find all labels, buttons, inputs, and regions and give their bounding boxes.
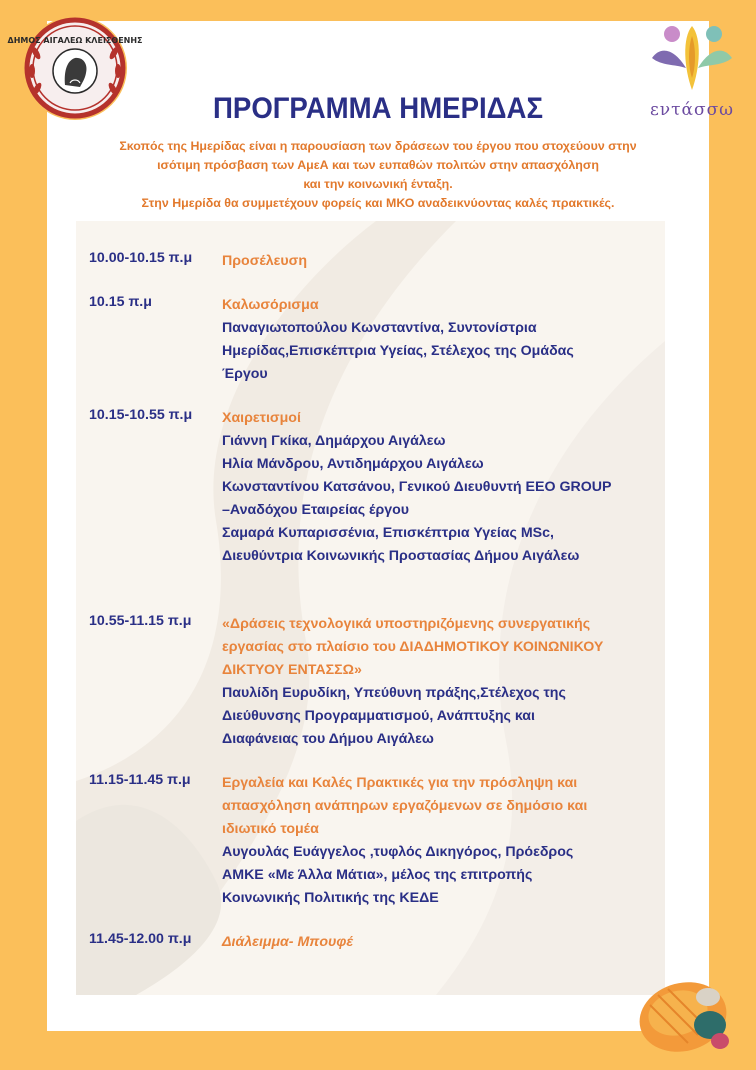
entry-title: απασχόληση ανάπηρων εργαζόμενων σε δημόσιο και [222,798,588,814]
entry-speaker-line: –Αναδόχου Εταιρείας έργου [222,502,410,518]
entry-time: 11.15-11.45 π.μ [89,772,191,788]
entry-speaker-line: Κοινωνικής Πολιτικής της ΚΕΔΕ [222,890,439,906]
intro-text [0,137,756,213]
entry-title: Διάλειμμα- Μπουφέ [222,934,354,950]
entry-time: 10.15-10.55 π.μ [89,407,193,423]
entry-time: 10.00-10.15 π.μ [89,250,193,266]
entasso-logo-text: εντάσσω [649,100,735,120]
entry-speaker-line: Αυγουλάς Ευάγγελος ,τυφλός Δικηγόρος, Πρόεδρος [222,844,574,860]
entry-title: Προσέλευση [222,253,308,269]
entry-title: Εργαλεία και Καλές Πρακτικές για την πρόσληψη και [222,775,578,791]
entry-title: ιδιωτικό τομέα [222,821,319,837]
intro-line: Σκοπός της Ημερίδας είναι η παρουσίαση των δράσεων του έργου που στοχεύουν στην [119,139,637,153]
entry-speaker-line: Σαμαρά Κυπαρισσένια, Επισκέπτρια Υγείας MSc, [222,525,554,541]
page-title: ΠΡΟΓΡΑΜΜΑ ΗΜΕΡΙΔΑΣ [212,92,544,125]
entry-title: εργασίας στο πλαίσιο του ΔΙΑΔΗΜΟΤΙΚΟΥ ΚΟΙΝΩΝΙΚΟΥ [222,639,604,655]
entry-title: «Δράσεις τεχνολογικά υποστηριζόμενης συνεργατικής [222,616,591,632]
entry-time: 11.45-12.00 π.μ [89,931,192,947]
entry-speaker-line: Ηλία Μάνδρου, Αντιδημάρχου Αιγάλεω [222,456,484,472]
entry-time: 10.55-11.15 π.μ [89,613,192,629]
seal-text: ΔΗΜΟΣ ΑΙΓΑΛΕΩ ΚΛΕΙΣΘΕΝΗΣ [7,36,143,45]
entry-speaker-line: Παναγιωτοπούλου Κωνσταντίνα, Συντονίστρια [222,320,537,336]
entasso-logo-mark [642,18,742,100]
entry-speaker-line: Διευθύντρια Κοινωνικής Προστασίας Δήμου Αιγάλεω [222,548,580,564]
decorative-blob [628,975,733,1060]
entry-speaker-line: Παυλίδη Ευρυδίκη, Υπεύθυνη πράξης,Στέλεχος της [222,685,566,701]
entry-speaker-line: Ημερίδας,Επισκέπτρια Υγείας, Στέλεχος της Ομάδας [222,343,574,359]
entry-speaker-line: Διεύθυνσης Προγραμματισμού, Ανάπτυξης και [222,708,535,724]
entry-time: 10.15 π.μ [89,294,152,310]
intro-line: Στην Ημερίδα θα συμμετέχουν φορείς και ΜΚΟ αναδεικνύοντας καλές πρακτικές. [141,196,615,210]
entry-speaker-line: Διαφάνειας του Δήμου Αιγάλεω [222,731,434,747]
entry-speaker-line: ΑΜΚΕ «Με Άλλα Μάτια», μέλος της επιτροπής [222,867,533,883]
intro-line: και την κοινωνική ένταξη. [303,177,453,191]
entry-title: Καλωσόρισμα [222,297,319,313]
entry-speaker-line: Έργου [222,366,268,382]
entry-title: Χαιρετισμοί [222,410,301,426]
intro-line: ισότιμη πρόσβαση των ΑμεΑ και των ευπαθών πολιτών στην απασχόληση [157,158,599,172]
entry-title: ΔΙΚΤΥΟΥ ΕΝΤΑΣΣΩ» [222,662,362,678]
entry-speaker-line: Γιάννη Γκίκα, Δημάρχου Αιγάλεω [222,433,446,449]
entry-speaker-line: Κωνσταντίνου Κατσάνου, Γενικού Διευθυντή ΕΕΟ GROUP [222,479,612,495]
